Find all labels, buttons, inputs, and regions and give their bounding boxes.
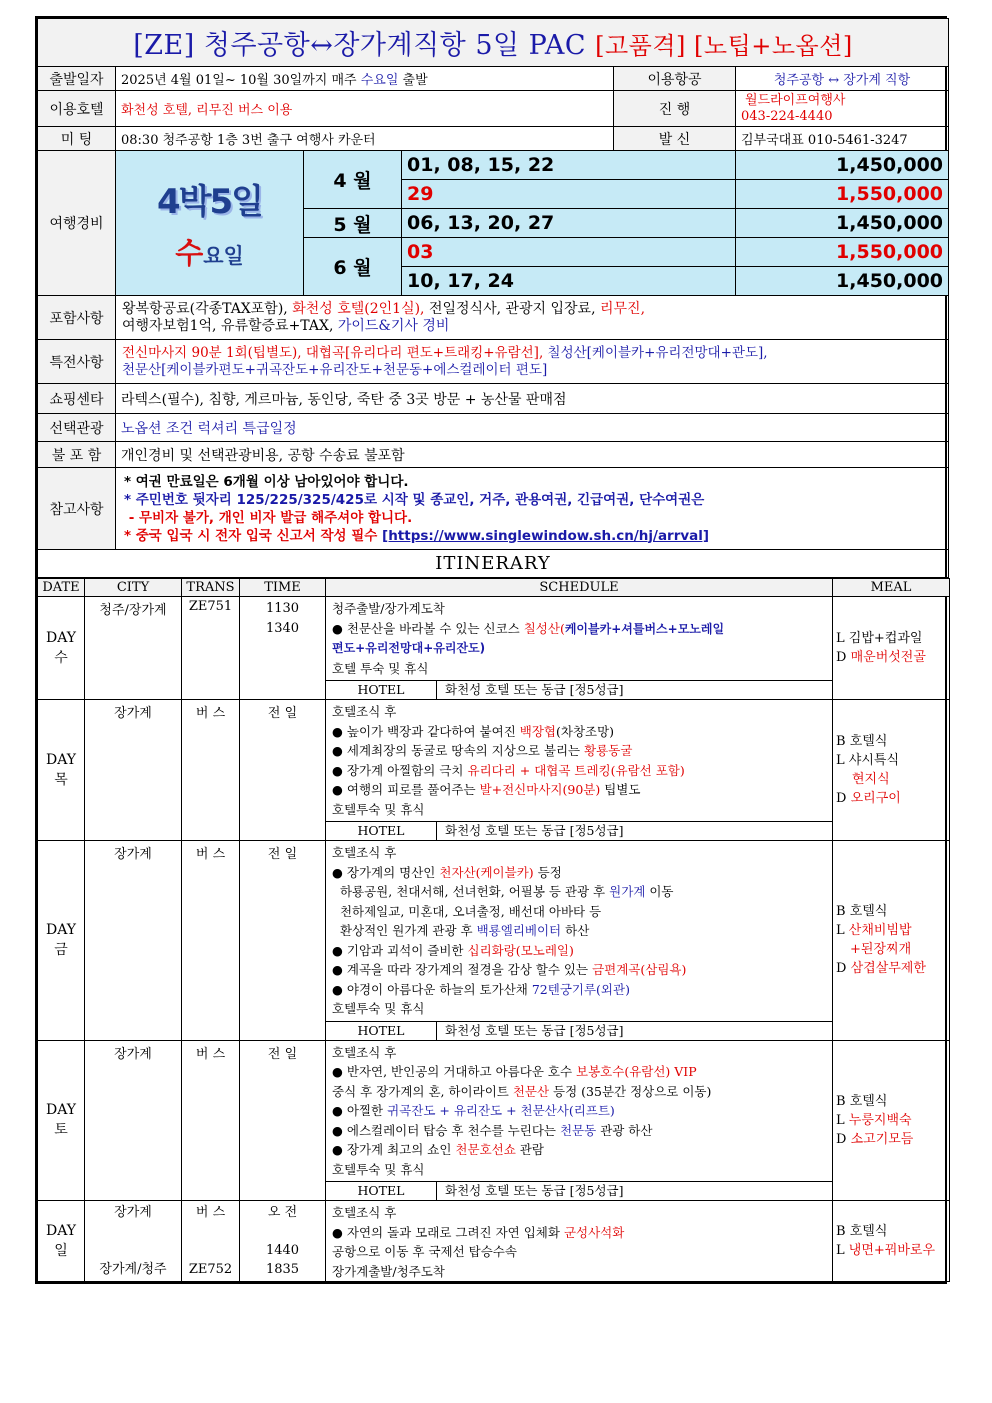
schedule-line: 환상적인 원가계 관광 후 [332, 923, 473, 938]
special-label: 특전사항 [38, 340, 116, 384]
schedule-highlight: 황룡동굴 [584, 743, 633, 758]
schedule-line: ● 장가계 최고의 쇼인 [332, 1142, 452, 1157]
meal-key: D [836, 650, 847, 665]
day-schedule [326, 700, 833, 841]
meal-key: B [836, 904, 846, 920]
hotel-label: HOTEL [326, 1022, 437, 1040]
meal-value: 산채비빔밥 [848, 923, 912, 939]
day-time: 전 일 [240, 1040, 326, 1201]
day-meals [833, 841, 950, 1041]
schedule-line: ● 반자연, 반인공의 거대하고 아름다운 호수 [332, 1064, 573, 1079]
schedule-line: 하룡공원, 천대서해, 선녀헌화, 어필봉 등 관광 후 [332, 884, 606, 899]
included-hotel: 화천성 호텔(2인1실), [292, 300, 425, 317]
hotel-value: 화천성 호텔 또는 동급 [정5성급] [445, 682, 624, 697]
schedule-highlight: 천문호선쇼 [455, 1142, 516, 1157]
excluded-label: 불 포 함 [38, 442, 116, 468]
hotel-label: HOTEL [326, 1182, 437, 1200]
month-may: 5 월 [304, 209, 402, 238]
day-time: 1835 [265, 1262, 300, 1277]
itinerary-table [37, 578, 950, 1282]
day-weekday: 목 [54, 772, 68, 788]
included-label: 포함사항 [38, 296, 116, 340]
title-route: 청주공항↔장가계직항 5일 PAC [203, 30, 587, 61]
schedule-highlight: 72텐궁기루(외관) [531, 981, 630, 997]
dates-june-2: 10, 17, 24 [402, 267, 736, 296]
title-code: [ZE] [133, 30, 195, 61]
day-schedule [326, 597, 833, 700]
notes-value [116, 468, 949, 550]
schedule-line: ● 에스컬레이터 탑승 후 천수를 누린다는 [332, 1122, 556, 1138]
airport-label: 이용항공 [614, 67, 736, 91]
col-city: CITY [85, 579, 182, 597]
agency-label: 진 행 [614, 91, 736, 127]
schedule-line: ● 계곡을 따라 장가계의 절경을 감상 할수 있는 [332, 962, 589, 977]
col-meal: MEAL [833, 579, 950, 597]
depart-day: 수요일 [360, 73, 399, 88]
day-label: DAY [45, 922, 76, 939]
meal-key: B [836, 734, 846, 749]
schedule-highlight: 천자산(케이블카) [439, 864, 534, 880]
schedule-line: ● 기암과 괴석이 즐비한 [332, 942, 464, 958]
schedule-line: 팁별도 [604, 782, 641, 797]
day-time: 1340 [265, 621, 300, 636]
page-title [38, 19, 949, 67]
meal-value: 매운버섯전골 [850, 650, 926, 665]
schedule-line: 호텔조식 후 [332, 1205, 397, 1220]
meal-key: L [836, 923, 845, 939]
title-tags: [고품격] [노팁+노옵션] [595, 32, 853, 60]
depart-value: 2025년 4월 01일~ 10월 30일까지 매주 [121, 73, 357, 88]
schedule-line: 등정 [537, 864, 562, 880]
included-limousine: 리무진, [600, 300, 646, 317]
schedule-line: 호텔조식 후 [332, 1044, 397, 1060]
day-row [38, 597, 950, 700]
schedule-highlight: 십리화랑(모노레일) [467, 942, 574, 958]
meal-value: 호텔식 [849, 1224, 888, 1239]
day-time: 1440 [265, 1243, 300, 1258]
special-massage: 전신마사지 90분 1회(팁별도), 대협곡[유리다리 편도+트래킹+유람선], [122, 344, 544, 361]
shopping-label: 쇼핑센타 [38, 384, 116, 414]
day-weekday: 토 [54, 1122, 68, 1139]
meal-value: +된장찌개 [850, 942, 912, 958]
schedule-line: ● 천문산을 바라볼 수 있는 신코스 [332, 620, 520, 636]
day-trans: ZE752 [188, 1262, 233, 1277]
day-schedule [326, 1201, 833, 1282]
day-city: 장가계/청주 [99, 1262, 167, 1277]
meal-value: 냉면+꿔바로우 [848, 1243, 936, 1258]
arrival-card-link[interactable]: [https://www.singlewindow.sh.cn/hj/arrval] [382, 527, 710, 544]
schedule-highlight: 케이블카+셔틀버스+모노레일 [564, 621, 725, 636]
schedule-highlight: 보봉호수(유람선) VIP [576, 1064, 697, 1079]
col-date: DATE [38, 579, 85, 597]
price-june-2: 1,450,000 [736, 267, 949, 296]
included-text: 왕복항공료(각종TAX포함), [122, 300, 288, 317]
day-weekday: 금 [54, 942, 68, 959]
schedule-line: 호텔 투숙 및 휴식 [332, 660, 429, 676]
note-passport: * 여권 만료일은 6개월 이상 남아있어야 합니다. [124, 473, 409, 490]
meal-value: 호텔식 [849, 904, 888, 920]
special-chilsung: 칠성산[케이블카+유리전망대+관도], [547, 344, 768, 361]
day-weekday: 수 [54, 650, 68, 666]
notes-label: 참고사항 [38, 468, 116, 550]
meal-value: 샤시특식 [848, 753, 900, 768]
meal-value: 김밥+컵과일 [848, 631, 923, 646]
schedule-highlight: 군성사석화 [563, 1224, 625, 1240]
meal-value: 현지식 [852, 772, 890, 787]
schedule-highlight: 유리다리 + 대협곡 트레킹(유람선 포함) [467, 762, 685, 778]
dates-april-1: 01, 08, 15, 22 [402, 151, 736, 180]
meal-value: 호텔식 [849, 734, 888, 749]
day-trans: ZE751 [182, 597, 240, 700]
schedule-line: 장가계출발/청주도착 [332, 1263, 445, 1279]
hotel-label: 이용호텔 [38, 91, 116, 127]
schedule-line: ● 세계최장의 동굴로 땅속의 지상으로 불리는 [332, 743, 581, 758]
schedule-highlight: 칠성산( [523, 620, 565, 636]
day-city: 장가계 [85, 700, 182, 841]
meal-key: L [836, 631, 845, 646]
schedule-highlight: 천문동 [559, 1122, 597, 1138]
note-id-number: * 주민번호 뒷자리 125/225/325/425로 시작 및 종교인, 거주, 관용여권, 긴급여권, 단수여권은 [124, 491, 705, 508]
day-label: DAY [45, 1223, 76, 1239]
pricing-label: 여행경비 [38, 151, 116, 296]
day-time: 1130 [265, 601, 300, 616]
badge-nights: 4박5일 [156, 182, 262, 222]
agency-phone: 043-224-4440 [741, 108, 833, 124]
hotel-row [326, 821, 833, 840]
badge-day-suffix: 요일 [203, 244, 244, 268]
hotel-row [326, 1181, 833, 1200]
price-june-1: 1,550,000 [736, 238, 949, 267]
schedule-line: 천하제일교, 미혼대, 오녀출정, 배선대 아바타 등 [332, 903, 602, 919]
schedule-highlight: 편도+유리전망대+유리잔도) [332, 641, 486, 655]
meeting-label: 미 팅 [38, 127, 116, 151]
day-meals [833, 597, 950, 700]
schedule-line: 중식 후 장가계의 혼, 하이라이트 [332, 1083, 509, 1099]
itinerary-title: ITINERARY [38, 550, 949, 578]
schedule-line: (차창조망) [556, 723, 615, 739]
sender-label: 발 신 [614, 127, 736, 151]
day-city: 장가계 [85, 841, 182, 1041]
hotel-label: HOTEL [326, 822, 437, 840]
optional-value: 노옵션 조건 럭셔리 특급일정 [116, 414, 949, 442]
special-value [116, 340, 949, 384]
day-time: 오 전 [267, 1205, 298, 1220]
day-schedule [326, 1040, 833, 1201]
meal-key: D [836, 1131, 847, 1147]
included-value [116, 296, 949, 340]
special-tianmen: 천문산[케이블카편도+귀곡잔도+유리잔도+천문동+에스컬레이터 편도] [122, 361, 548, 378]
included-text: 전일정식사, 관광지 입장료, [428, 300, 596, 317]
hotel-value: 화천성 호텔 또는 동급 [정5성급] [445, 1183, 624, 1198]
schedule-highlight: 귀곡잔도 + 유리잔도 + 천문산사(리프트) [387, 1103, 615, 1118]
day-meals [833, 700, 950, 841]
schedule-highlight: 발+전신마사지(90분) [479, 782, 601, 797]
schedule-line: 호텔조식 후 [332, 704, 397, 719]
pricing-badge [116, 151, 304, 296]
schedule-highlight: 천문산 [512, 1083, 550, 1099]
hotel-value: 화천성 호텔, 리무진 버스 이용 [116, 91, 614, 127]
month-june: 6 월 [304, 238, 402, 296]
schedule-line: 호텔투숙 및 휴식 [332, 1001, 425, 1016]
note-arrival-card: * 중국 입국 시 전자 입국 신고서 작성 필수 [124, 527, 378, 544]
excluded-value: 개인경비 및 선택관광비용, 공항 수송료 불포함 [116, 442, 949, 468]
summary-table [37, 18, 949, 578]
day-meals [833, 1201, 950, 1282]
dates-april-2: 29 [402, 180, 736, 209]
schedule-line: 관람 [519, 1142, 544, 1157]
depart-label: 출발일자 [38, 67, 116, 91]
schedule-line: 등정 (35분간 정상으로 이동) [553, 1083, 712, 1099]
col-schedule: SCHEDULE [326, 579, 833, 597]
meal-key: L [836, 1243, 845, 1258]
schedule-line: 관광 하산 [600, 1122, 653, 1138]
depart-tail: 출발 [402, 73, 428, 88]
schedule-line: 청주출발/장가계도착 [332, 601, 445, 616]
hotel-value: 화천성 호텔 또는 동급 [정5성급] [445, 823, 624, 838]
day-label: DAY [45, 1102, 76, 1119]
price-april-2: 1,550,000 [736, 180, 949, 209]
day-time: 전 일 [240, 700, 326, 841]
day-row [38, 1040, 950, 1201]
day-trans: 버 스 [182, 1040, 240, 1201]
schedule-line: ● 장가계 아찔함의 극치 [332, 762, 464, 778]
day-row [38, 841, 950, 1041]
schedule-line: ● 장가계의 명산인 [332, 864, 436, 880]
schedule-line: 호텔조식 후 [332, 845, 397, 860]
day-schedule [326, 841, 833, 1041]
day-city: 청주/장가계 [85, 597, 182, 700]
schedule-line: 호텔투숙 및 휴식 [332, 801, 425, 817]
day-city: 장가계 [114, 1205, 152, 1220]
day-trans: 버 스 [182, 700, 240, 841]
meal-value: 소고기모듬 [850, 1131, 914, 1147]
day-weekday: 일 [54, 1243, 68, 1259]
note-visa: - 무비자 불가, 개인 비자 발급 해주셔야 합니다. [124, 509, 413, 526]
included-text: 여행자보험1억, 유류할증료+TAX, [122, 317, 334, 334]
day-meals [833, 1040, 950, 1201]
agency-name: 월드라이프여행사 [745, 92, 846, 108]
meeting-value: 08:30 청주공항 1층 3번 출구 여행사 카운터 [116, 127, 614, 151]
price-april-1: 1,450,000 [736, 151, 949, 180]
price-may-1: 1,450,000 [736, 209, 949, 238]
day-trans: 버 스 [182, 841, 240, 1041]
tour-sheet [35, 16, 947, 1284]
day-time: 전 일 [240, 841, 326, 1041]
meal-value: 호텔식 [849, 1093, 888, 1109]
col-time: TIME [240, 579, 326, 597]
col-trans: TRANS [182, 579, 240, 597]
schedule-line: ● 야경이 아름다운 하늘의 토가산채 [332, 981, 528, 997]
meal-value: 오리구이 [850, 791, 901, 806]
meal-key: L [836, 1112, 845, 1128]
meal-key: L [836, 753, 845, 768]
badge-day: 수 [175, 236, 204, 270]
day-label: DAY [45, 630, 76, 646]
schedule-highlight: 백룡엘리베이터 [476, 923, 562, 938]
day-city: 장가계 [85, 1040, 182, 1201]
included-guide: 가이드&기사 경비 [337, 317, 450, 334]
schedule-line: ● 자연의 돌과 모래로 그려진 자연 입체화 [332, 1224, 560, 1240]
schedule-line: 이동 [649, 884, 674, 899]
schedule-line: ● 높이가 백장과 같다하여 붙여진 [332, 723, 516, 739]
day-trans: 버 스 [195, 1205, 226, 1220]
meal-key: B [836, 1093, 846, 1109]
month-april: 4 월 [304, 151, 402, 209]
schedule-highlight: 원가계 [609, 884, 646, 899]
meal-key: D [836, 961, 847, 977]
day-row [38, 700, 950, 841]
airport-value: 청주공항 ↔ 장가계 직항 [736, 67, 949, 91]
meal-key: B [836, 1224, 846, 1239]
schedule-highlight: 백장협 [519, 723, 556, 739]
shopping-value: 라텍스(필수), 침향, 게르마늄, 동인당, 죽탄 중 3곳 방문 + 농산물 판매점 [116, 384, 949, 414]
day-label: DAY [45, 752, 76, 768]
day-row [38, 1201, 950, 1282]
dates-may-1: 06, 13, 20, 27 [402, 209, 736, 238]
hotel-row [326, 680, 833, 699]
sender-value: 김부국대표 010-5461-3247 [736, 127, 949, 151]
schedule-line: 호텔투숙 및 휴식 [332, 1161, 425, 1177]
hotel-value: 화천성 호텔 또는 동급 [정5성급] [445, 1022, 624, 1038]
schedule-line: 공항으로 이동 후 국제선 탑승수속 [332, 1244, 517, 1259]
meal-key: D [836, 791, 847, 806]
optional-label: 선택관광 [38, 414, 116, 442]
schedule-line: ● 여행의 피로를 풀어주는 [332, 782, 476, 797]
schedule-line: 하산 [565, 923, 590, 938]
hotel-label: HOTEL [326, 681, 437, 699]
hotel-row [326, 1021, 833, 1040]
dates-june-1: 03 [402, 238, 736, 267]
meal-value: 삼겹살무제한 [850, 961, 926, 977]
schedule-line: ● 아찔한 [332, 1103, 384, 1118]
meal-value: 누룽지백숙 [848, 1112, 912, 1128]
schedule-highlight: 금편계곡(삼림욕) [592, 962, 687, 977]
